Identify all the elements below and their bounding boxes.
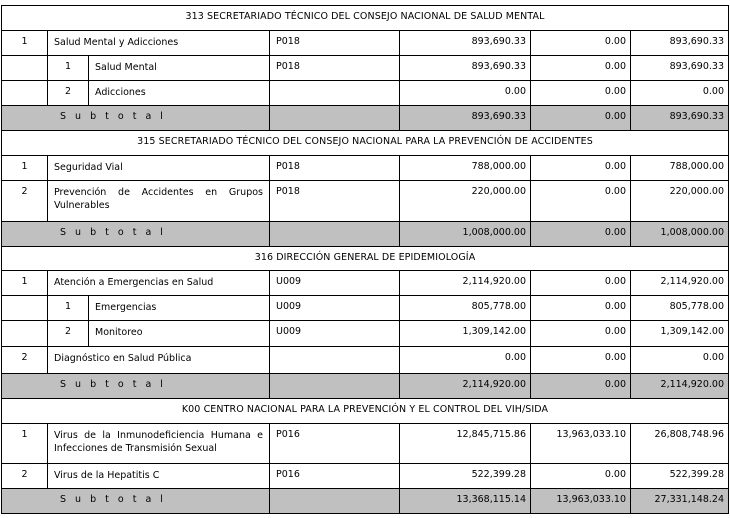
row-number: 1 [1,424,48,464]
row-description [47,181,270,222]
row-program: P016 [269,464,400,489]
row-amount-2: 0.00 [530,271,631,296]
table-row [1,321,729,347]
row-description: Atención a Emergencias en Salud [47,271,270,296]
row-amount-2: 0.00 [530,156,631,181]
row-description: Salud Mental y Adicciones [47,31,270,56]
section-header [1,399,729,424]
row-program: P018 [269,31,400,56]
section-title: 313 SECRETARIADO TÉCNICO DEL CONSEJO NACIONAL DE SALUD MENTAL [185,11,545,22]
row-amount-total: 788,000.00 [630,156,729,181]
row-number: 2 [1,181,48,222]
row-amount-total: 805,778.00 [630,296,729,321]
row-subnumber: 1 [47,56,89,81]
subtotal-amount-2: 0.00 [530,106,631,131]
subtotal-amount-2: 13,963,033.10 [530,489,631,514]
table-row [1,464,729,489]
subtotal-amount-1: 893,690.33 [399,106,531,131]
row-program: U009 [269,271,400,296]
section-header [1,5,729,31]
subtotal-amount-1: 1,008,000.00 [399,222,531,247]
row-number: 2 [1,347,48,374]
row-amount-total: 220,000.00 [630,181,729,222]
row-subnumber: 1 [47,296,89,321]
row-amount-2: 0.00 [530,321,631,347]
row-description: Virus de la Hepatitis C [47,464,270,489]
row-description-line: Prevención de Accidentes en Grupos [54,187,263,198]
table-row [1,181,729,222]
row-amount-2: 13,963,033.10 [530,424,631,464]
row-amount-1: 805,778.00 [399,296,531,321]
row-amount-1: 220,000.00 [399,181,531,222]
row-description-line: Vulnerables [54,200,110,211]
row-amount-total: 0.00 [630,347,729,374]
table-row [1,31,729,56]
row-subnumber: 2 [47,321,89,347]
section-title: 315 SECRETARIADO TÉCNICO DEL CONSEJO NACIONAL PARA LA PREVENCIÓN DE ACCIDENTES [137,136,593,147]
row-number: 2 [1,464,48,489]
row-subnumber: 2 [47,81,89,106]
subtotal-row [1,374,729,399]
subtotal-amount-total: 1,008,000.00 [630,222,729,247]
row-amount-2: 0.00 [530,56,631,81]
subtotal-row [1,106,729,131]
subtotal-amount-total: 893,690.33 [630,106,729,131]
section-header [1,247,729,271]
row-number [1,56,48,81]
row-amount-total: 26,808,748.96 [630,424,729,464]
row-amount-1: 522,399.28 [399,464,531,489]
row-amount-total: 1,309,142.00 [630,321,729,347]
row-program: U009 [269,296,400,321]
row-number [1,296,48,321]
row-description: Diagnóstico en Salud Pública [47,347,270,374]
row-program: P018 [269,156,400,181]
row-description: Adicciones [88,81,270,106]
subtotal-row [1,222,729,247]
row-description: Monitoreo [88,321,270,347]
row-description-line: Virus de la Inmunodeficiencia Humana e [54,430,263,441]
row-description: Emergencias [88,296,270,321]
row-number: 1 [1,31,48,56]
row-amount-total: 2,114,920.00 [630,271,729,296]
subtotal-row [1,489,729,514]
subtotal-program [269,106,400,131]
row-amount-1: 893,690.33 [399,56,531,81]
row-amount-total: 893,690.33 [630,31,729,56]
row-amount-2: 0.00 [530,464,631,489]
row-amount-1: 893,690.33 [399,31,531,56]
table-row [1,156,729,181]
subtotal-label: S u b t o t a l [1,106,270,131]
table-row [1,424,729,464]
section-title: K00 CENTRO NACIONAL PARA LA PREVENCIÓN Y EL CONTROL DEL VIH/SIDA [181,404,549,415]
row-description: Salud Mental [88,56,270,81]
row-program [269,347,400,374]
table-row [1,296,729,321]
row-amount-1: 0.00 [399,347,531,374]
row-description-line: Infecciones de Transmisión Sexual [54,443,217,454]
subtotal-program [269,489,400,514]
row-program: U009 [269,321,400,347]
subtotal-amount-2: 0.00 [530,222,631,247]
row-amount-1: 0.00 [399,81,531,106]
row-amount-2: 0.00 [530,81,631,106]
row-amount-2: 0.00 [530,296,631,321]
subtotal-program [269,222,400,247]
row-amount-total: 522,399.28 [630,464,729,489]
subtotal-amount-1: 13,368,115.14 [399,489,531,514]
row-amount-2: 0.00 [530,31,631,56]
table-row [1,347,729,374]
row-program: P018 [269,181,400,222]
row-amount-total: 893,690.33 [630,56,729,81]
subtotal-amount-1: 2,114,920.00 [399,374,531,399]
table-row [1,271,729,296]
row-amount-1: 12,845,715.86 [399,424,531,464]
row-number [1,81,48,106]
subtotal-label: S u b t o t a l [1,374,270,399]
row-description: Seguridad Vial [47,156,270,181]
row-program: P018 [269,56,400,81]
section-header [1,131,729,156]
subtotal-amount-total: 27,331,148.24 [630,489,729,514]
row-program: P016 [269,424,400,464]
row-amount-1: 1,309,142.00 [399,321,531,347]
row-amount-2: 0.00 [530,347,631,374]
row-description [47,424,270,464]
row-amount-1: 2,114,920.00 [399,271,531,296]
row-program [269,81,400,106]
row-number [1,321,48,347]
section-title: 316 DIRECCIÓN GENERAL DE EPIDEMIOLOGÍA [254,252,476,263]
subtotal-program [269,374,400,399]
subtotal-amount-total: 2,114,920.00 [630,374,729,399]
row-amount-total: 0.00 [630,81,729,106]
subtotal-label: S u b t o t a l [1,222,270,247]
table-row [1,56,729,81]
table-row [1,81,729,106]
subtotal-label: S u b t o t a l [1,489,270,514]
row-number: 1 [1,156,48,181]
row-number: 1 [1,271,48,296]
row-amount-1: 788,000.00 [399,156,531,181]
row-amount-2: 0.00 [530,181,631,222]
subtotal-amount-2: 0.00 [530,374,631,399]
